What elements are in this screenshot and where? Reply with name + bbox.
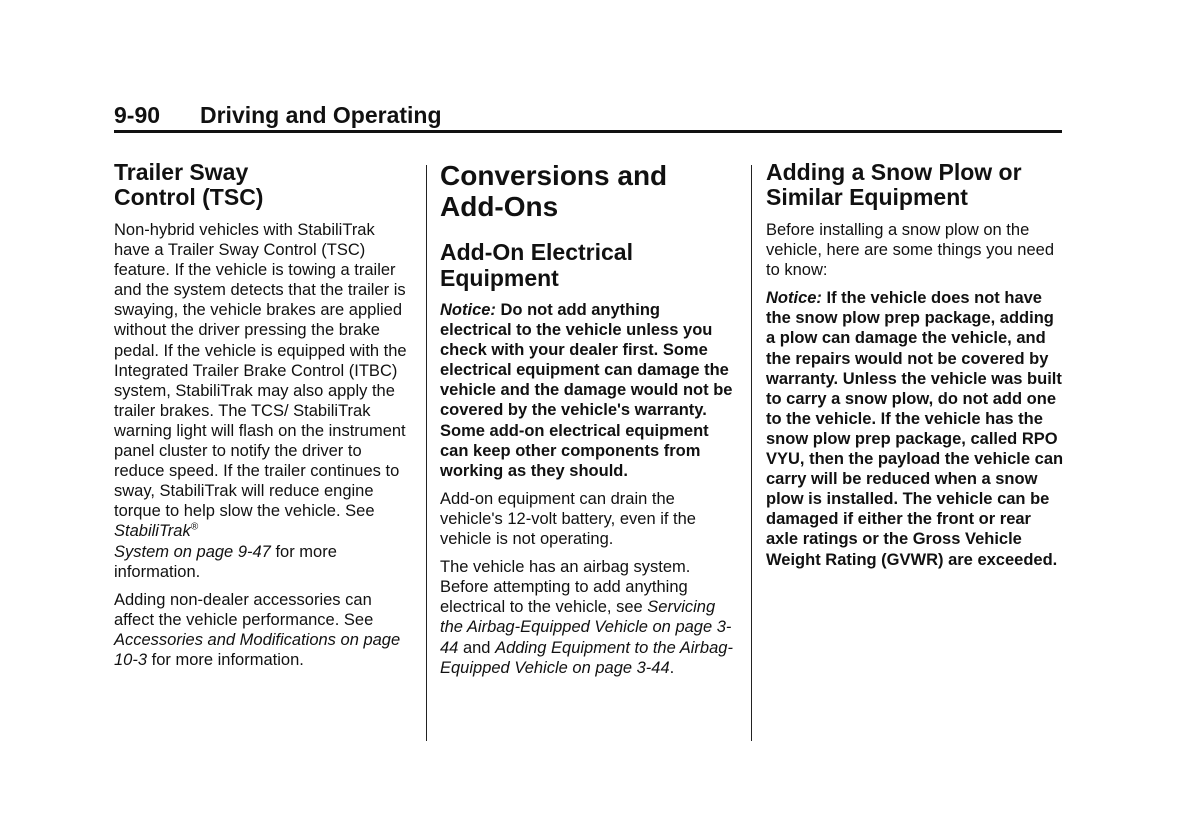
electrical-notice — [440, 300, 735, 481]
heading-line: Conversions and — [440, 160, 668, 191]
text-run: for more information. — [147, 650, 304, 669]
text-run: Adding non-dealer accessories can affect the vehicle performance. See — [114, 590, 374, 629]
snow-plow-notice — [766, 288, 1066, 569]
heading-line: Add-On Electrical — [440, 239, 633, 265]
text-run: The vehicle has an airbag system. Before attempting to add anything electrical to the vehicle, see — [440, 558, 691, 617]
conversions-heading — [440, 160, 735, 222]
text-run: and — [458, 638, 496, 657]
heading-line: Control (TSC) — [114, 184, 264, 210]
tsc-paragraph — [114, 220, 414, 582]
snow-plow-intro: Before installing a snow plow on the vehicle, here are some things you need to know: — [766, 221, 1055, 280]
text-run: If the vehicle does not have the snow plow prep package, adding a plow can damage the vehicle, and the repairs would not be covered by warranty. Unless the vehicle was built to carry a snow plow, do not add one to the vehicle. If the vehicle has the snow plow prep package, called RPO VYU, then the payload the vehicle can carry will be reduced when a snow plow is installed. The vehicle can be damaged if either the front or rear axle ratings or the Gross Vehicle Weight Rating (GVWR) are exceeded. — [766, 289, 1064, 569]
text-run: StabiliTrak — [114, 522, 191, 541]
column-snow-plow — [766, 160, 1066, 570]
section-title: Driving and Operating — [200, 102, 442, 128]
cross-reference-link[interactable]: Accessories and Modifications on page 10-3 — [114, 630, 401, 669]
heading-line: Adding a Snow Plow or — [766, 159, 1022, 185]
text-run: for more information. — [114, 542, 337, 581]
registered-mark: ® — [190, 521, 199, 533]
text-run: . — [669, 658, 675, 677]
text-run: Do not add anything electrical to the vehicle unless you check with your dealer first. Some electrical equipment can damage the vehicle and the damage would not be covered by the vehicle's warranty. Some add-on electrical equipment can keep other components from working as they should. — [440, 301, 733, 480]
heading-line: Equipment — [440, 265, 559, 291]
cross-reference-link[interactable]: Adding Equipment to the Airbag-Equipped Vehicle on page 3-44 — [440, 638, 733, 677]
column-divider — [426, 165, 427, 741]
battery-paragraph: Add-on equipment can drain the vehicle's 12-volt battery, even if the vehicle is not operating. — [440, 489, 696, 549]
text-run: Non-hybrid vehicles with StabiliTrak have a Trailer Sway Control (TSC) feature. If the vehicle is towing a trailer and the system detects that the trailer is swaying, the vehicle brakes are applied without the driver pressing the brake pedal. If the vehicle is equipped with the Integrated Trailer Brake Control (ITBC) system, StabiliTrak may also apply the trailer brakes. The TCS/ StabiliTrak warning light will flash on the instrument panel cluster to notify the driver to reduce speed. If the trailer continues to sway, StabiliTrak will reduce engine torque to help slow the vehicle. See — [114, 221, 407, 521]
heading-line: Add-Ons — [440, 191, 559, 222]
cross-reference-link[interactable] — [114, 522, 271, 560]
column-conversions — [440, 160, 735, 678]
heading-line: Trailer Sway — [114, 159, 249, 185]
airbag-paragraph — [440, 557, 735, 678]
add-on-electrical-heading — [440, 239, 735, 291]
text-run: System on page 9-47 — [114, 542, 271, 561]
accessories-paragraph — [114, 590, 414, 670]
column-divider — [751, 165, 752, 741]
heading-line: Similar Equipment — [766, 184, 968, 210]
notice-label: Notice: — [440, 301, 496, 319]
trailer-sway-heading — [114, 160, 414, 210]
notice-label: Notice: — [766, 289, 822, 308]
page-header — [114, 100, 1062, 133]
cross-reference-link[interactable]: Servicing the Airbag-Equipped Vehicle on page 3-44 — [440, 598, 732, 657]
column-trailer-sway — [114, 160, 414, 670]
snow-plow-heading — [766, 160, 1066, 210]
page-number: 9-90 — [114, 102, 161, 128]
